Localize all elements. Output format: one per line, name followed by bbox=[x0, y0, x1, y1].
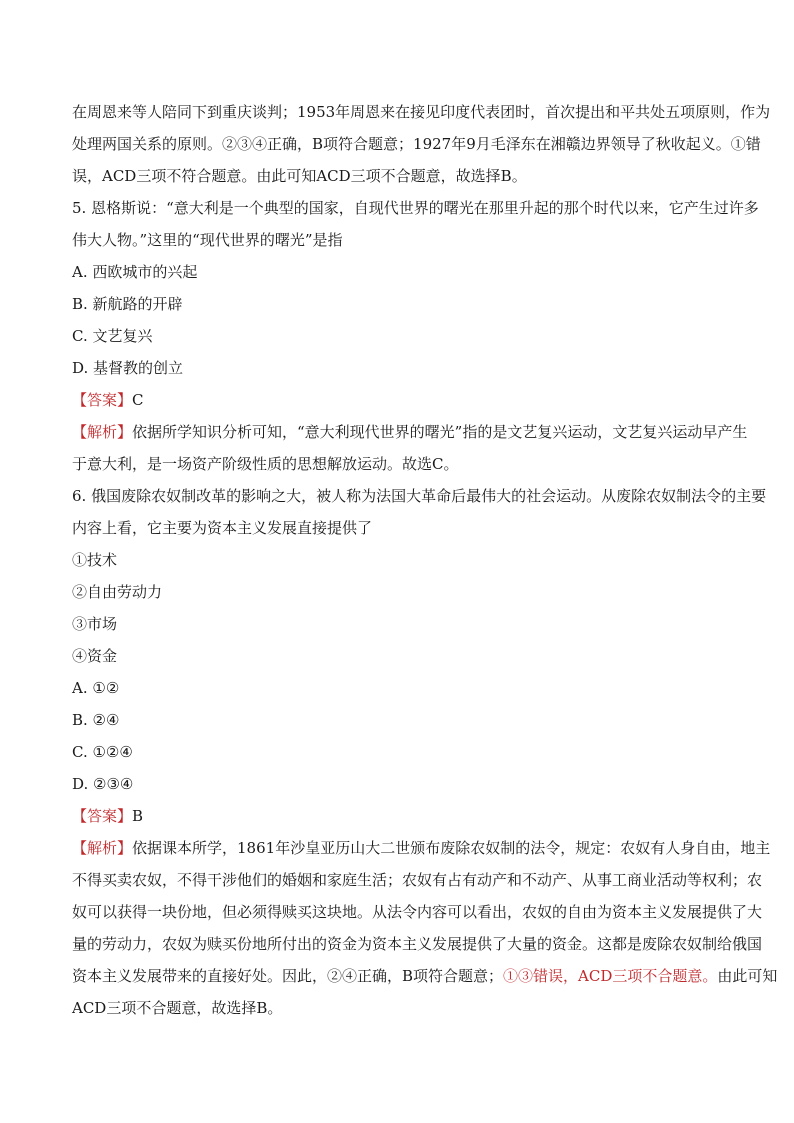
analysis-label: 【解析】 bbox=[72, 839, 133, 857]
question-6 bbox=[72, 480, 778, 1024]
analysis-text: 由此可知 bbox=[717, 967, 778, 985]
analysis-label: 【解析】 bbox=[72, 423, 133, 441]
analysis-line bbox=[72, 832, 771, 864]
document-page bbox=[72, 96, 778, 1024]
answer-label: 【答案】 bbox=[72, 807, 133, 825]
paragraph-line: 处理两国关系的原则。②③④正确，B项符合题意；1927年9月毛泽东在湘赣边界领导了秋收起义。①错 bbox=[72, 135, 761, 153]
analysis-line bbox=[72, 416, 748, 448]
intro-paragraph bbox=[72, 96, 771, 192]
analysis-text: 依据所学知识分析可知，“意大利现代世界的曙光”指的是文艺复兴运动，文艺复兴运动早产生 bbox=[132, 423, 748, 441]
option-a: A. ①② bbox=[72, 679, 120, 697]
analysis-line: ACD三项不合题意，故选择B。 bbox=[72, 999, 283, 1017]
answer-line bbox=[72, 384, 724, 416]
choice-item: ①技术 bbox=[72, 551, 118, 569]
analysis-line: 奴可以获得一块份地，但必须得赎买这块地。从法令内容可以看出，农奴的自由为资本主义发展提供了大 bbox=[72, 903, 763, 921]
answer-line bbox=[72, 800, 724, 832]
question-stem-line: 伟大人物。”这里的“现代世界的曙光”是指 bbox=[72, 231, 343, 249]
choice-item: ②自由劳动力 bbox=[72, 583, 163, 601]
option-b: B. ②④ bbox=[72, 711, 120, 729]
paragraph-line: 误，ACD三项不符合题意。由此可知ACD三项不合题意，故选择B。 bbox=[72, 167, 527, 185]
option-c: C. ①②④ bbox=[72, 743, 133, 761]
analysis-line: 不得买卖农奴，不得干涉他们的婚姻和家庭生活；农奴有占有动产和不动产、从事工商业活动等权利；农 bbox=[72, 871, 763, 889]
option-d: D. ②③④ bbox=[72, 775, 134, 793]
question-stem-line: 6. 俄国废除农奴制改革的影响之大，被人称为法国大革命后最伟大的社会运动。从废除农奴制法令的主要 bbox=[72, 487, 767, 505]
analysis-line: 于意大利，是一场资产阶级性质的思想解放运动。故选C。 bbox=[72, 455, 459, 473]
analysis-line bbox=[72, 960, 778, 992]
choice-item: ③市场 bbox=[72, 615, 118, 633]
analysis-highlight: ①③错误，ACD三项不合题意。 bbox=[503, 967, 718, 985]
answer-label: 【答案】 bbox=[72, 391, 133, 409]
option-c: C. 文艺复兴 bbox=[72, 327, 153, 345]
option-d: D. 基督教的创立 bbox=[72, 359, 184, 377]
analysis-text: 资本主义发展带来的直接好处。因此，②④正确，B项符合题意； bbox=[72, 967, 504, 985]
analysis-text: 依据课本所学，1861年沙皇亚历山大二世颁布废除农奴制的法令，规定：农奴有人身自由，地主 bbox=[132, 839, 771, 857]
choice-item: ④资金 bbox=[72, 647, 118, 665]
option-b: B. 新航路的开辟 bbox=[72, 295, 183, 313]
answer-value: B bbox=[132, 807, 144, 825]
analysis-line: 量的劳动力，农奴为赎买份地所付出的资金为资本主义发展提供了大量的资金。这都是废除农奴制给俄国 bbox=[72, 935, 763, 953]
option-a: A. 西欧城市的兴起 bbox=[72, 263, 198, 281]
question-stem-line: 内容上看，它主要为资本主义发展直接提供了 bbox=[72, 519, 373, 537]
question-5 bbox=[72, 192, 759, 480]
question-stem-line: 5. 恩格斯说：“意大利是一个典型的国家，自现代世界的曙光在那里升起的那个时代以来，它产生过许多 bbox=[72, 199, 759, 217]
paragraph-line: 在周恩来等人陪同下到重庆谈判；1953年周恩来在接见印度代表团时，首次提出和平共处五项原则，作为 bbox=[72, 103, 771, 121]
answer-value: C bbox=[132, 391, 144, 409]
